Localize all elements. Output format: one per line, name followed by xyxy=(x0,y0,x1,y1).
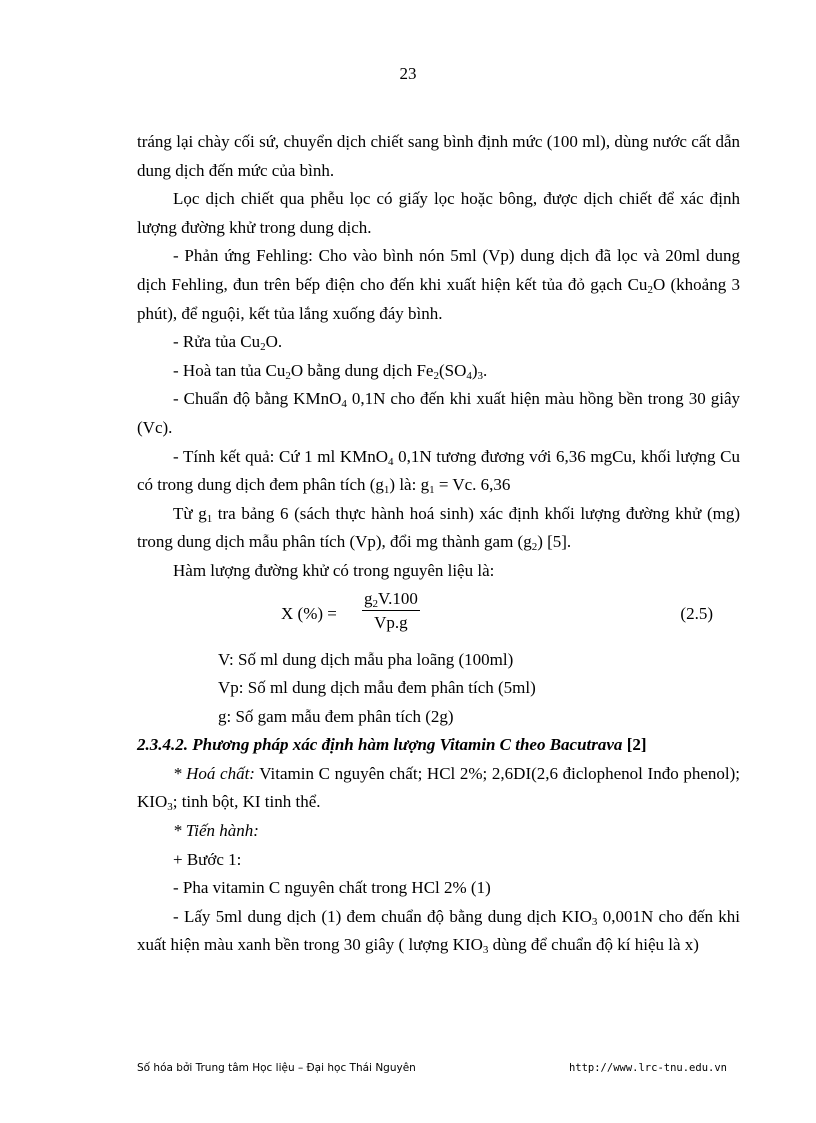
paragraph: Lọc dịch chiết qua phễu lọc có giấy lọc hoặc bông, được dịch chiết để xác định lượng đường khử trong dung dịch. xyxy=(137,189,740,237)
document-body xyxy=(137,128,740,960)
equation-numerator: $g_2V.100$ xyxy=(364,588,418,610)
paragraph: - Hoà tan tủa $Cu_2O$ bằng dung dịch $Fe_2(SO_4)_3$. xyxy=(173,360,488,382)
equation-lhs: X (%) = xyxy=(281,603,337,623)
paragraph: * Hoá chất: Vitamin C nguyên chất; HCl 2%; 2,6DI(2,6 điclophenol Inđo phenol); $KIO_3$; tinh bột, KI tinh thể. xyxy=(137,763,740,814)
paragraph: - Tính kết quả: Cứ 1 ml KMnO$_4$ 0,1N tương đương với 6,36 mgCu, khối lượng Cu có trong dung dịch đem phân tích $(g_1)$ là: $g_1 = Vc$. 6,36 xyxy=(137,446,741,497)
page-number: 23 xyxy=(399,64,417,83)
paragraph: - Pha vitamin C nguyên chất trong HCl 2% (1) xyxy=(173,878,491,898)
footer-source: Số hóa bởi Trung tâm Học liệu – Đại học Thái Nguyên xyxy=(137,1062,416,1074)
paragraph: Từ $g_1$ tra bảng 6 (sách thực hành hoá sinh) xác định khối lượng đường khử (mg) trong dung dịch mẫu phân tích (Vp), đổi mg thành gam $(g_2)$ [5]. xyxy=(137,503,740,554)
paragraph: - Rửa tủa $Cu_2O$. xyxy=(173,332,283,354)
footer-url: http://www.lrc-tnu.edu.vn xyxy=(568,1062,727,1074)
step-label: + Bước 1: xyxy=(173,849,242,869)
paragraph: - Lấy 5ml dung dịch (1) đem chuẩn độ bằng dung dịch $KIO_3$ 0,001N cho đến khi xuất hiện màu xanh bền trong 30 giây ( lượng $KIO_3$ dùng để chuẩn độ kí hiệu là x) xyxy=(137,906,740,957)
equation-number: (2.5) xyxy=(680,603,713,623)
page-footer xyxy=(137,1062,727,1080)
paragraph: Hàm lượng đường khử có trong nguyên liệu là: xyxy=(173,560,495,580)
procedure-label: * Tiến hành: xyxy=(173,821,259,841)
definition-item: g: Số gam mẫu đem phân tích (2g) xyxy=(218,706,454,726)
equation xyxy=(137,588,740,640)
paragraph: - Chuẩn độ bằng KMnO$_4$ 0,1N cho đến khi xuất hiện màu hồng bền trong 30 giây (Vc). xyxy=(137,389,740,437)
paragraph: - Phản ứng Fehling: Cho vào bình nón 5ml (Vp) dung dịch đã lọc và 20ml dung dịch Fehling, đun trên bếp điện cho đến khi xuất hiện kết tủa đỏ gạch $Cu_2O$ (khoảng 3 phút), để nguội, kết tủa lắng xuống đáy bình. xyxy=(137,246,741,323)
section-heading: 2.3.4.2. Phương pháp xác định hàm lượng Vitamin C theo Bacutrava [2] xyxy=(137,735,647,755)
definition-item: Vp: Số ml dung dịch mẫu đem phân tích (5ml) xyxy=(218,678,536,698)
paragraph: tráng lại chày cối sứ, chuyển dịch chiết sang bình định mức (100 ml), dùng nước cất dẫn dung dịch đến mức của bình. xyxy=(137,132,740,180)
equation-denominator: Vp.g xyxy=(374,612,408,632)
definition-item: V: Số ml dung dịch mẫu pha loãng (100ml) xyxy=(218,649,514,669)
equation-fraction xyxy=(362,588,420,635)
